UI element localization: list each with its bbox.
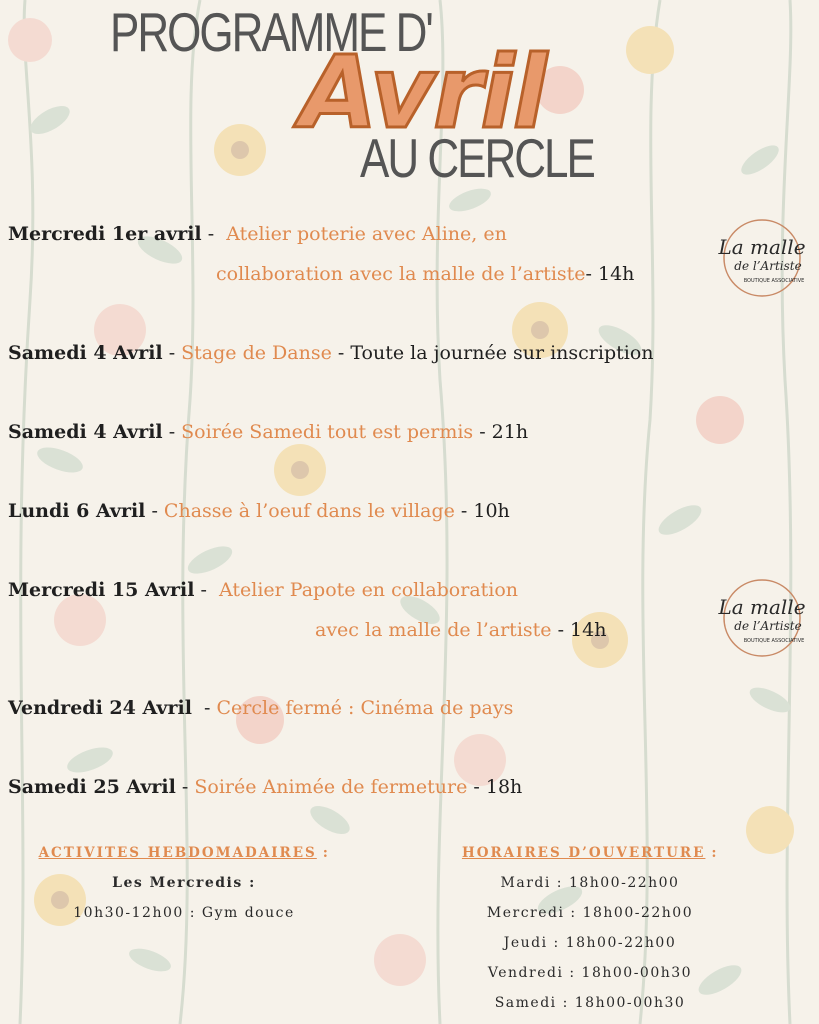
event-separator: - [181, 776, 189, 798]
svg-text:La malle: La malle [718, 235, 806, 259]
event-date: Samedi 4 Avril [8, 421, 163, 443]
event-row [8, 499, 510, 523]
event-time: - 14h [585, 263, 635, 285]
hours-line: Mercredi : 18h00-22h00 [486, 905, 694, 921]
svg-text:de l’Artiste: de l’Artiste [734, 619, 802, 633]
title-month: Avril [300, 34, 545, 151]
event-date: Mercredi 15 Avril [8, 579, 195, 601]
event-separator: - [151, 500, 158, 522]
hours-line: Vendredi : 18h00-00h30 [487, 965, 693, 981]
hours-line: Samedi : 18h00-00h30 [494, 995, 686, 1011]
hours-line: Jeudi : 18h00-22h00 [503, 935, 677, 951]
event-title: Soirée Samedi tout est permis [181, 421, 474, 443]
weekly-day: Les Mercredis : [112, 875, 256, 891]
title-line-3: AU CERCLE [360, 128, 594, 190]
event-time: - Toute la journée sur inscription [337, 342, 654, 364]
event-row [8, 420, 528, 444]
svg-text:La malle: La malle [718, 595, 806, 619]
event-separator: - [207, 223, 215, 245]
event-separator: - [168, 421, 176, 443]
event-title-continuation: avec la malle de l’artiste [315, 619, 552, 641]
event-date: Samedi 25 Avril [8, 776, 176, 798]
event-title: Cercle fermé : Cinéma de pays [216, 697, 514, 719]
weekly-heading-colon: : [322, 845, 330, 861]
event-row [8, 341, 654, 365]
event-row-continuation [315, 618, 606, 642]
hours-heading: HORAIRES D’OUVERTURE [461, 845, 706, 861]
event-title: Atelier Papote en collaboration [219, 579, 519, 601]
hours-heading-colon: : [711, 845, 719, 861]
event-row [8, 578, 518, 602]
event-row [8, 696, 513, 720]
hours-line: Mardi : 18h00-22h00 [500, 875, 680, 891]
event-row [8, 775, 522, 799]
event-row-continuation [216, 262, 634, 286]
weekly-heading: ACTIVITES HEBDOMADAIRES [38, 845, 317, 861]
event-date: Samedi 4 Avril [8, 342, 163, 364]
opening-hours [420, 838, 760, 1018]
la-malle-de-l-artiste-logo [716, 212, 808, 304]
svg-text:BOUTIQUE ASSOCIATIVE: BOUTIQUE ASSOCIATIVE [743, 278, 805, 284]
event-date: Vendredi 24 Avril [8, 697, 192, 719]
event-time: - 21h [479, 421, 529, 443]
event-title: Soirée Animée de fermeture [194, 776, 468, 798]
event-separator: - [168, 342, 176, 364]
event-title: Stage de Danse [181, 342, 332, 364]
svg-text:BOUTIQUE ASSOCIATIVE: BOUTIQUE ASSOCIATIVE [743, 638, 805, 644]
event-time: - 10h [460, 500, 510, 522]
event-title: Chasse à l’oeuf dans le village [163, 500, 455, 522]
event-title-continuation: collaboration avec la malle de l’artiste [216, 263, 586, 285]
weekly-activities [14, 838, 354, 928]
event-row [8, 222, 507, 246]
la-malle-de-l-artiste-logo [716, 572, 808, 664]
title-line-1: PROGRAMME D' [110, 2, 432, 64]
svg-text:de l’Artiste: de l’Artiste [734, 259, 802, 273]
weekly-activity: 10h30-12h00 : Gym douce [73, 905, 295, 921]
event-time: - 18h [473, 776, 523, 798]
event-date: Mercredi 1er avril [8, 223, 202, 245]
event-separator: - [200, 579, 207, 601]
event-date: Lundi 6 Avril [8, 500, 146, 522]
event-time: - 14h [557, 619, 607, 641]
event-separator: - [204, 697, 211, 719]
event-title: Atelier poterie avec Aline, en [226, 223, 507, 245]
